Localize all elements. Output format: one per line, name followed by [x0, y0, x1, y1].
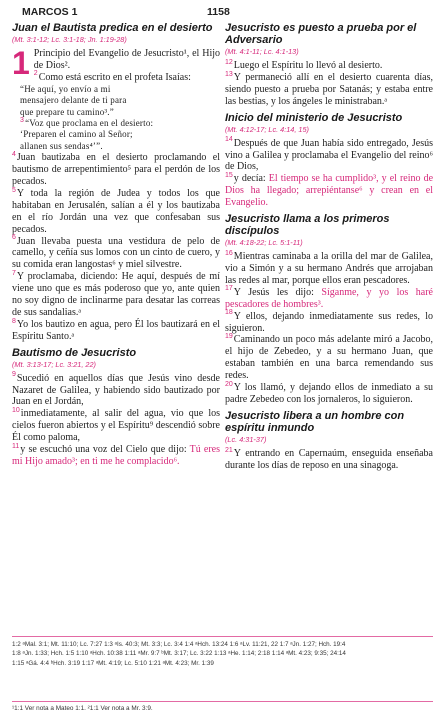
- verse: $^6$Juan llevaba puesta una vestidura de pelo de camello, y ceñía sus lomos con un cinto de cuero, y su comida eran langostas⁶ y miel silvestre.: [12, 234, 220, 271]
- parallel-references: (Lc. 4:31-37): [225, 434, 267, 444]
- quotation-poem: “He aquí, yo envío a mi mensajero delante de ti para que prepare tu camino³.”: [20, 83, 127, 117]
- section-heading: Inicio del ministerio de Jesucristo: [225, 111, 403, 124]
- section-heading: Jesucristo es puesto a prueba por el Adversario: [225, 22, 417, 46]
- page-number: 1158: [207, 6, 230, 18]
- verse: $^7$Y proclamaba, diciendo: He aquí, después de mí viene uno que es más poderoso que yo, ante quien no soy digno de inclinarme para desatar las correas de sus sandalias.ᵃ: [12, 269, 220, 318]
- verse: $^{18}$Y ellos, dejando inmediatamente sus redes, lo siguieron.: [225, 309, 433, 334]
- parallel-references: (Mt. 4:12-17; Lc. 4:14, 15): [225, 124, 309, 134]
- running-head-book: MARCOS 1: [22, 6, 78, 18]
- verse: $^{16}$Mientras caminaba a la orilla del mar de Galilea, vio a Simón y a su hermano Andrés que arrojaban las redes al mar, porque ellos eran pescadores.: [225, 249, 433, 286]
- parallel-references: (Mt. 3:1-12; Lc. 3:1-18; Jn. 1:19-28): [12, 35, 127, 44]
- section-heading: Bautismo de Jesucristo: [12, 346, 137, 359]
- parallel-references: (Mt. 3:13-17; Lc. 3:21, 22): [12, 359, 96, 369]
- section-heading: Jesucristo llama a los primeros discípulos: [225, 213, 390, 238]
- page-header: [12, 6, 433, 22]
- cross-reference-line: 1:8 ᵃJn. 1:33; Hch. 1:5 1:10 ᵃHch. 10:38 1:11 ᵃMr. 9:7 ᵇMt. 3:17; Lc. 3:22 1:13 ᵃHe. 1:14; 2:18 1:14 ᵃMt. 4:23; 9:35; 24:14: [12, 650, 346, 658]
- verse: $^{11}$y se escuchó una voz del Cielo que dijo: Tú eres mi Hijo amado³; en ti me he complacido⁶.: [12, 442, 220, 467]
- verse: $^9$Sucedió en aquellos días que Jesús vino desde Nazaret de Galilea, y habiendo sido bautizado por Juan en el Jordán,: [12, 371, 220, 408]
- words-of-jesus: El tiempo se ha cumplido³, y el reino de Dios ha llegado; arrepiéntanse⁶ y crean en el Evangelio.: [225, 173, 434, 209]
- left-column: [12, 22, 220, 472]
- words-of-jesus: Síganme, y yo los haré pescadores de hombres³.: [225, 286, 433, 310]
- verse: $^2$Como está escrito en el profeta Isaías:: [33, 70, 191, 83]
- verse: $^4$Juan bautizaba en el desierto proclamando el bautismo de arrepentimiento⁵ para el perdón de los pecados.: [12, 150, 220, 187]
- parallel-references: (Mt. 4:18-22; Lc. 5:1-11): [225, 238, 303, 248]
- verse: $^{14}$Después de que Juan había sido entregado, Jesús vino a Galilea y proclamaba el Evangelio del reino⁶ de Dios,: [225, 136, 433, 173]
- section-heading: Jesucristo libera a un hombre con espíritu inmundo: [225, 409, 405, 434]
- verse: $^{19}$Caminando un poco más adelante miró a Jacobo, el hijo de Zebedeo, y a su hermano Juan, que estaban también en una barca remendando sus redes.: [225, 333, 433, 382]
- cross-reference-line: 1:15 ᵃGá. 4:4 ᵇHch. 3:19 1:17 ᵃMt. 4:19; Lc. 5:10 1:21 ᵃMt. 4:23; Mr. 1:39: [12, 659, 214, 667]
- verse: 1 Principio del Evangelio de Jesucristo¹, el Hijo de Dios².: [12, 45, 220, 81]
- chapter-number: 1: [12, 45, 30, 81]
- section-heading: Juan el Bautista predica en el desierto: [12, 22, 213, 34]
- verse: $^{12}$Luego el Espíritu lo llevó al desierto.: [225, 58, 383, 71]
- text-columns: [12, 22, 433, 472]
- verse: $^{17}$Y Jesús les dijo: Síganme, y yo los haré pescadores de hombres³.: [225, 285, 433, 310]
- verse: $^5$Y toda la región de Judea y todos los que habitaban en Jerusalén, salían a él y los bautizaba en el río Jordán una vez que confesaban sus pecados.: [12, 186, 220, 235]
- verse: $^{15}$y decía: El tiempo se ha cumplido³, y el reino de Dios ha llegado; arrepiéntanse⁶ y crean en el Evangelio.: [225, 172, 434, 209]
- verse: $^{10}$inmediatamente, al salir del agua, vio que los cielos fueron abiertos y el Espíritu⁹ descendió sobre Él como paloma,: [12, 407, 220, 444]
- verse: $^{13}$Y permaneció allí en el desierto cuarenta días, siendo puesto a prueba por Satanás; y estaba entre las bestias, y los ángeles le ministraban.ᵃ: [225, 70, 433, 107]
- words-of-god: Tú eres mi Hijo amado³; en ti me he complacido⁶.: [12, 444, 220, 467]
- cross-references: [12, 640, 433, 668]
- parallel-references: (Mt. 4:1-11; Lc. 4:1-13): [225, 47, 299, 56]
- footnote-rule: [12, 701, 433, 702]
- footnotes: ¹1:1 Ver nota a Mateo 1:1. ²1:1 Ver nota a Mr. 3:9.: [12, 705, 153, 712]
- cross-reference-line: 1:2 ᵃMal. 3:1; Mt. 11:10; Lc. 7:27 1:3 ᵃIs. 40:3; Mt. 3:3; Lc. 3:4 1:4 ᵃHch. 13:24 1:6 ᵃLv. 11:21, 22 1:7 ᵃJn. 1:27; Hch. 19:4: [12, 641, 346, 648]
- verse: $^8$Yo los bautizo en agua, pero Él los bautizará en el Espíritu Santo.ᵃ: [12, 317, 220, 342]
- right-column: [225, 22, 433, 472]
- footer-rule: [12, 636, 433, 637]
- quotation-poem: $^3$“Voz que proclama en el desierto: ‘Preparen el camino al Señor; allanen sus sendas⁴’”.: [20, 116, 154, 151]
- verse: $^{20}$Y los llamó, y dejando ellos de inmediato a su padre Zebedeo con los jornaleros, lo siguieron.: [225, 380, 433, 405]
- verse: $^{21}$Y entrando en Capernaúm, enseguida enseñaba durante los días de reposo en una sinagoga.: [225, 446, 433, 471]
